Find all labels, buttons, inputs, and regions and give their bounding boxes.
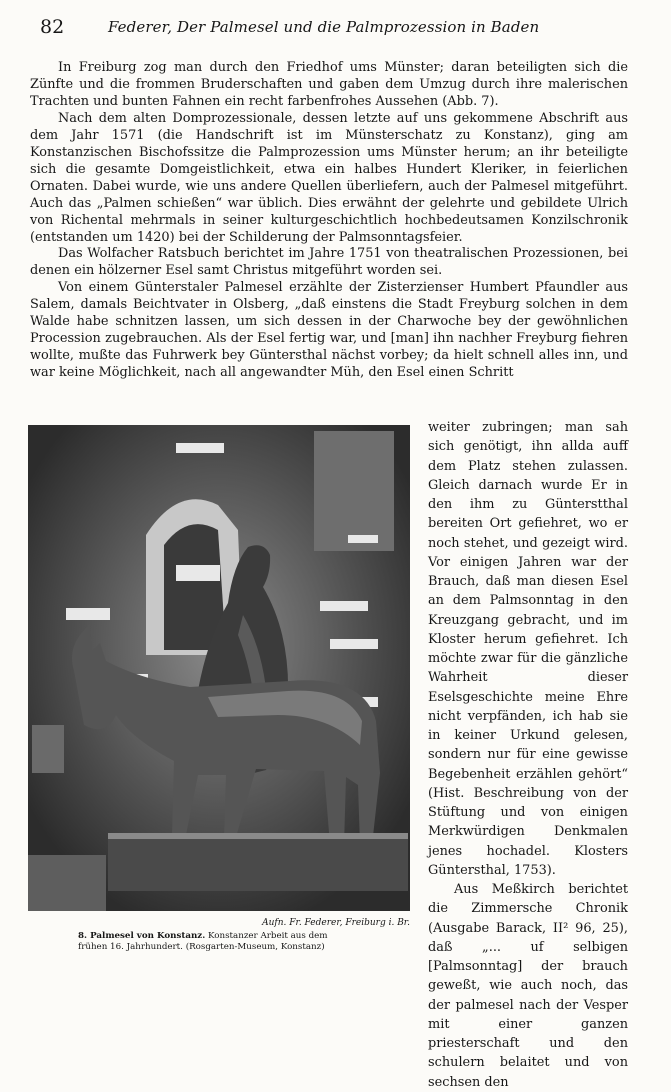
museum-label xyxy=(176,443,224,453)
palmesel-photograph xyxy=(28,425,410,911)
museum-label xyxy=(320,601,368,611)
paragraph: Aus Meßkirch berichtet die Zimmersche Chronik (Ausgabe Barack, II² 96, 25), daß „... uf selbigen [Palmsonntag] der brauch geweßt, wie auch noch, das der palmesel nach der Vesper mit einer ganzen priesterschaft und den schulern belaitet und von sechsen den xyxy=(428,882,628,1090)
side-column-text xyxy=(428,418,628,1092)
stone-debris xyxy=(28,855,106,911)
paragraph: weiter zubringen; man sah sich genötigt, ihn allda auff dem Platz stehen zulassen. Gleich darnach wurde Er in den ihm zu Günterstthal bereiten Ort gefiehret, wo er noch stehet, und gezeigt wird. Vor einigen Jahren war der Brauch, daß man diesen Esel an dem Palmsonntag in den Kreuzgang gebracht, und im Kloster herum gefiehret. Ich möchte zwar für die gänzliche Wahrheit dieser Eselsgeschichte meine Ehre nicht verpfänden, ich hab sie in keiner Urkund gelesen, sondern nur für eine gewisse Begebenheit erzählen gehört“ (Hist. Beschreibung von der Stüftung und von einigen Merkwürdigen Denkmalen jenes hochadel. Klosters Güntersthal, 1753). xyxy=(428,420,628,878)
caption-line-1 xyxy=(78,931,416,942)
museum-label xyxy=(330,639,378,649)
paragraph: Das Wolfacher Ratsbuch berichtet im Jahre 1751 von theatralischen Prozessionen, bei denen ein hölzerner Esel samt Christus mitgeführt worden sei. xyxy=(30,246,628,279)
stone-debris xyxy=(32,725,64,773)
wall-relief-panel xyxy=(314,431,394,551)
museum-label xyxy=(348,535,378,543)
caption-text: Konstanzer Arbeit aus dem xyxy=(208,931,328,941)
caption-label: 8. Palmesel von Konstanz. xyxy=(78,931,206,941)
museum-label xyxy=(66,608,110,620)
photo-credit: Aufn. Fr. Federer, Freiburg i. Br. xyxy=(262,918,410,928)
page-header xyxy=(40,14,630,44)
paragraph: In Freiburg zog man durch den Friedhof ums Münster; daran beteiligten sich die Zünfte und die frommen Bruderschaften und gaben dem Umzug durch ihre malerischen Trachten und bunten Fahnen ein recht farbenfrohes Aussehen (Abb. 7). xyxy=(30,60,628,109)
paragraph: Von einem Günterstaler Palmesel erzählte der Zisterzienser Humbert Pfaundler aus Salem, damals Beichtvater in Olsberg, „daß einstens die Stadt Freyburg solchen in dem Walde habe schnitzen lassen, um sich dessen in der Charwoche bey der gewöhnlichen Procession zugebrauchen. Als der Esel fertig war, und [man] ihn nachher Freyburg fiehren wollte, mußte das Fuhrwerk bey Güntersthal nächst vorbey; da hielt schnell alles inn, und war keine Möglichkeit, nach all angewandter Müh, den Esel einen Schritt xyxy=(30,280,628,381)
paragraph: Nach dem alten Domprozessionale, dessen letzte auf uns gekommene Abschrift aus dem Jahr 1571 (die Handschrift ist im Münsterschatz zu Konstanz), ging am Konstanzischen Bischofssitze die Palmprozession ums Münster herum; an ihr beteiligte sich die gesamte Domgeistlichkeit, etwa ein halbes Hundert Kleriker, in feierlichen Ornaten. Dabei wurde, wie uns andere Quellen überliefern, auch der Palmesel mitgeführt. Auch das „Palmen schießen“ war üblich. Dies erwähnt der gelehrte und gebildete Ulrich von Richental mehrmals in seiner kulturgeschichtlich hochbedeutsamen Konzilschronik (entstanden um 1420) bei der Schilderung der Palmsonntagsfeier. xyxy=(30,110,628,245)
running-title: Federer, Der Palmesel und die Palmprozession in Baden xyxy=(108,18,540,36)
caption-line-2: frühen 16. Jahrhundert. (Rosgarten-Museum, Konstanz) xyxy=(78,942,325,952)
figure-caption xyxy=(78,931,416,953)
museum-label xyxy=(176,565,220,581)
plinth xyxy=(108,835,408,891)
page-number: 82 xyxy=(40,16,65,38)
plinth-top xyxy=(108,833,408,839)
body-text xyxy=(30,60,628,382)
